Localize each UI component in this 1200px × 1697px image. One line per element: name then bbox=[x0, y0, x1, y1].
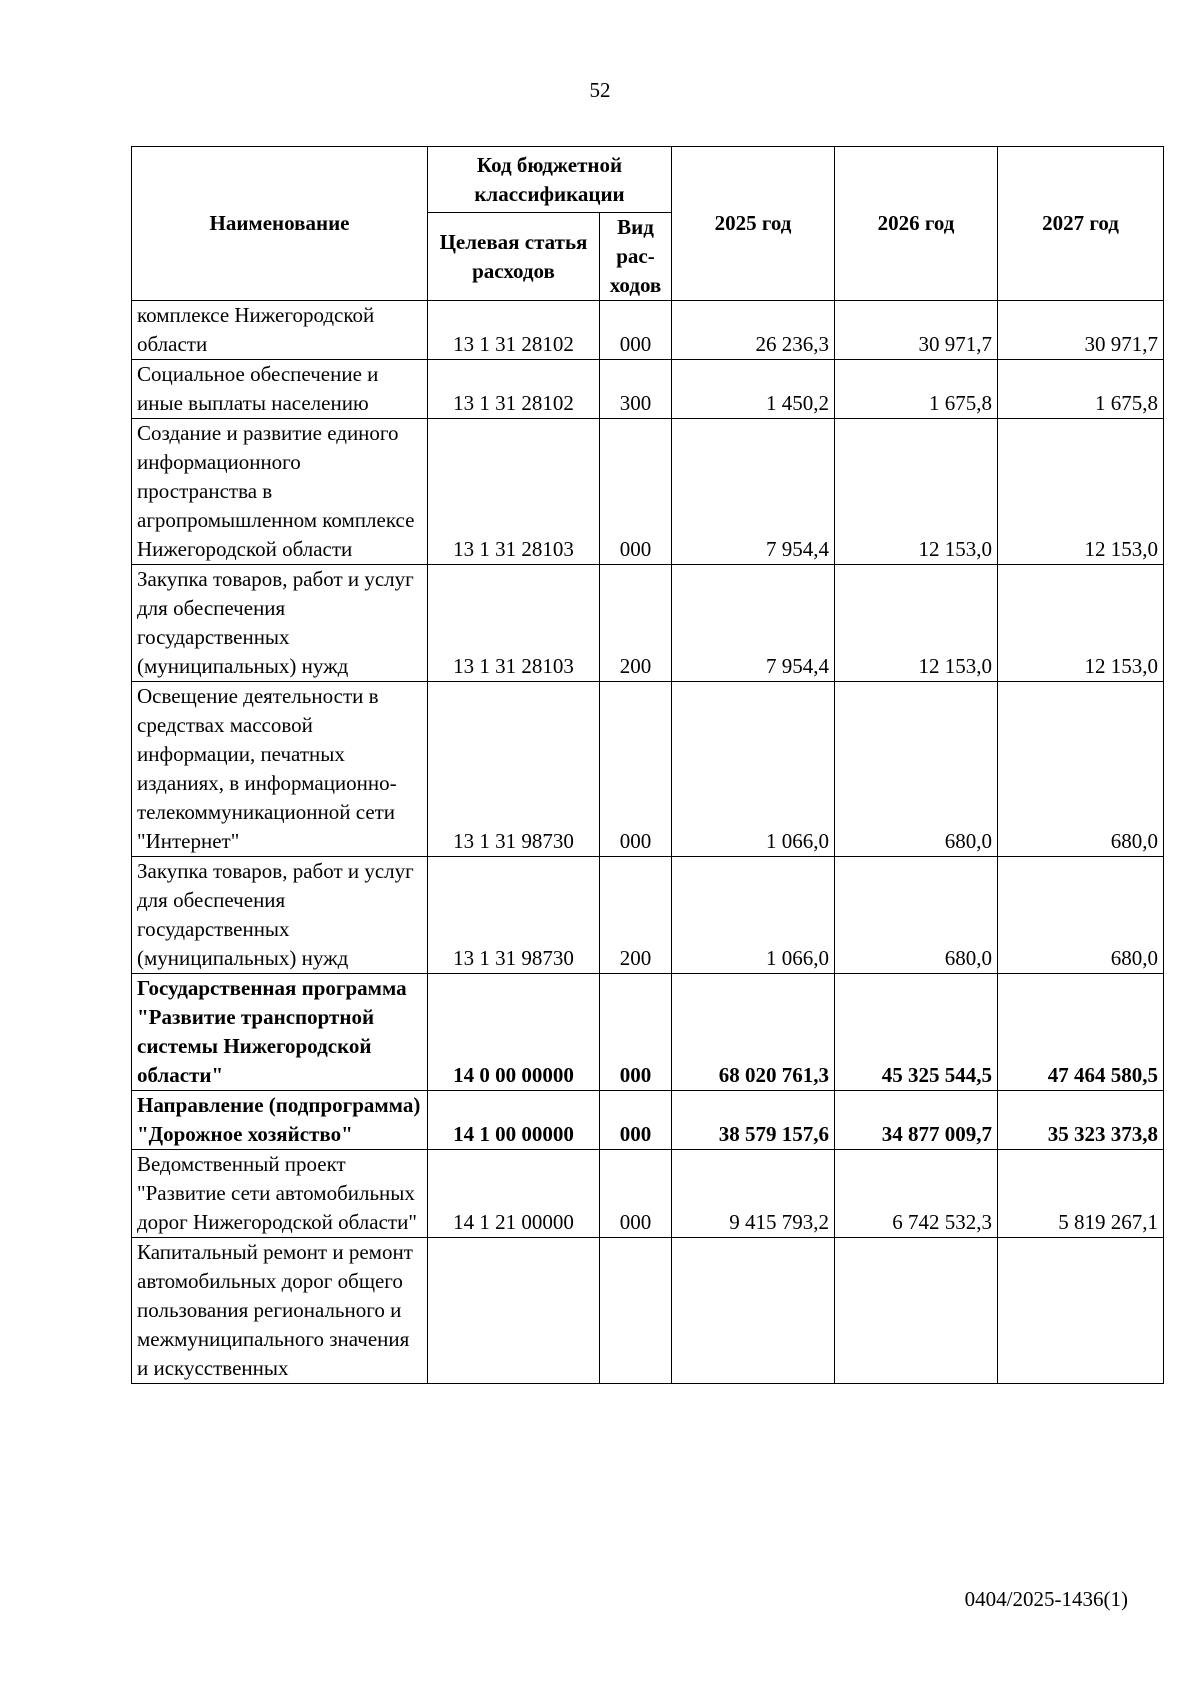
row-expense-type: 000 bbox=[600, 974, 672, 1091]
row-name: Государственная программа "Развитие транспортной системы Нижегородской области" bbox=[132, 974, 428, 1091]
table-row bbox=[132, 682, 1164, 857]
header-2027: 2027 год bbox=[998, 147, 1164, 301]
row-amount-2025: 7 954,4 bbox=[672, 565, 835, 682]
document-code: 0404/2025-1436(1) bbox=[964, 1587, 1128, 1611]
row-name: Капитальный ремонт и ремонт автомобильных дорог общего пользования регионального и межмуниципального значения и искусственных bbox=[132, 1238, 428, 1384]
table-row bbox=[132, 974, 1164, 1091]
row-amount-2026: 30 971,7 bbox=[835, 301, 998, 360]
header-2025: 2025 год bbox=[672, 147, 835, 301]
row-expense-type bbox=[600, 1238, 672, 1384]
row-target-code: 14 1 00 00000 bbox=[428, 1091, 600, 1150]
row-amount-2027: 12 153,0 bbox=[998, 565, 1164, 682]
row-name: Закупка товаров, работ и услуг для обеспечения государственных (муниципальных) нужд bbox=[132, 565, 428, 682]
budget-table bbox=[131, 146, 1164, 1384]
row-amount-2026: 680,0 bbox=[835, 857, 998, 974]
table-row bbox=[132, 419, 1164, 565]
row-amount-2027: 47 464 580,5 bbox=[998, 974, 1164, 1091]
row-amount-2026: 1 675,8 bbox=[835, 360, 998, 419]
row-target-code: 13 1 31 98730 bbox=[428, 682, 600, 857]
row-amount-2026: 34 877 009,7 bbox=[835, 1091, 998, 1150]
row-expense-type: 200 bbox=[600, 857, 672, 974]
row-amount-2026 bbox=[835, 1238, 998, 1384]
row-name: Ведомственный проект "Развитие сети автомобильных дорог Нижегородской области" bbox=[132, 1150, 428, 1238]
row-name: комплексе Нижегородской области bbox=[132, 301, 428, 360]
row-amount-2027: 680,0 bbox=[998, 682, 1164, 857]
row-amount-2027: 30 971,7 bbox=[998, 301, 1164, 360]
row-amount-2026: 680,0 bbox=[835, 682, 998, 857]
row-target-code: 13 1 31 28102 bbox=[428, 301, 600, 360]
header-target-article: Целевая статья расходов bbox=[428, 213, 600, 301]
table-body bbox=[132, 301, 1164, 1384]
row-name: Освещение деятельности в средствах массовой информации, печатных изданиях, в информационно-телекоммуникационной сети "Интернет" bbox=[132, 682, 428, 857]
row-expense-type: 000 bbox=[600, 419, 672, 565]
row-expense-type: 000 bbox=[600, 1091, 672, 1150]
row-amount-2027: 35 323 373,8 bbox=[998, 1091, 1164, 1150]
row-name: Социальное обеспечение и иные выплаты населению bbox=[132, 360, 428, 419]
row-expense-type: 000 bbox=[600, 1150, 672, 1238]
header-expense-type: Вид рас-ходов bbox=[600, 213, 672, 301]
row-amount-2025: 9 415 793,2 bbox=[672, 1150, 835, 1238]
table-row bbox=[132, 1150, 1164, 1238]
row-target-code: 13 1 31 28103 bbox=[428, 565, 600, 682]
row-amount-2027: 5 819 267,1 bbox=[998, 1150, 1164, 1238]
header-code-group: Код бюджетной классификации bbox=[428, 147, 672, 213]
row-amount-2025: 38 579 157,6 bbox=[672, 1091, 835, 1150]
page-number: 52 bbox=[589, 78, 611, 102]
row-amount-2025: 1 066,0 bbox=[672, 682, 835, 857]
row-name: Направление (подпрограмма) "Дорожное хозяйство" bbox=[132, 1091, 428, 1150]
row-name: Создание и развитие единого информационного пространства в агропромышленном комплексе Нижегородской области bbox=[132, 419, 428, 565]
row-expense-type: 200 bbox=[600, 565, 672, 682]
row-expense-type: 300 bbox=[600, 360, 672, 419]
row-target-code bbox=[428, 1238, 600, 1384]
row-amount-2027: 680,0 bbox=[998, 857, 1164, 974]
row-expense-type: 000 bbox=[600, 682, 672, 857]
table-row bbox=[132, 565, 1164, 682]
row-expense-type: 000 bbox=[600, 301, 672, 360]
row-amount-2027: 12 153,0 bbox=[998, 419, 1164, 565]
row-amount-2025: 1 066,0 bbox=[672, 857, 835, 974]
row-amount-2026: 12 153,0 bbox=[835, 565, 998, 682]
row-target-code: 14 0 00 00000 bbox=[428, 974, 600, 1091]
row-amount-2025: 7 954,4 bbox=[672, 419, 835, 565]
header-2026: 2026 год bbox=[835, 147, 998, 301]
row-amount-2026: 12 153,0 bbox=[835, 419, 998, 565]
table-row bbox=[132, 1238, 1164, 1384]
table-row bbox=[132, 1091, 1164, 1150]
row-target-code: 13 1 31 28102 bbox=[428, 360, 600, 419]
row-amount-2027: 1 675,8 bbox=[998, 360, 1164, 419]
row-amount-2025: 1 450,2 bbox=[672, 360, 835, 419]
row-amount-2025: 26 236,3 bbox=[672, 301, 835, 360]
row-target-code: 13 1 31 98730 bbox=[428, 857, 600, 974]
header-name: Наименование bbox=[132, 147, 428, 301]
row-amount-2026: 45 325 544,5 bbox=[835, 974, 998, 1091]
row-target-code: 14 1 21 00000 bbox=[428, 1150, 600, 1238]
table-row bbox=[132, 301, 1164, 360]
row-amount-2027 bbox=[998, 1238, 1164, 1384]
row-name: Закупка товаров, работ и услуг для обеспечения государственных (муниципальных) нужд bbox=[132, 857, 428, 974]
row-target-code: 13 1 31 28103 bbox=[428, 419, 600, 565]
table-row bbox=[132, 360, 1164, 419]
row-amount-2025 bbox=[672, 1238, 835, 1384]
row-amount-2026: 6 742 532,3 bbox=[835, 1150, 998, 1238]
table-row bbox=[132, 857, 1164, 974]
row-amount-2025: 68 020 761,3 bbox=[672, 974, 835, 1091]
